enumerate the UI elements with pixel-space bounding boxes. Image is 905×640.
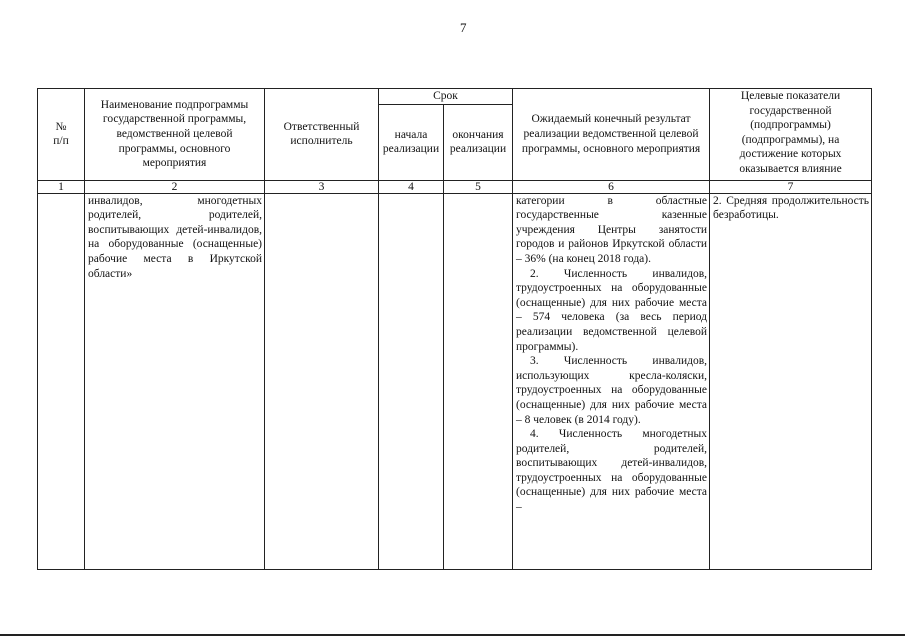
row-result (513, 193, 710, 569)
result-paragraph: 2. Численность инвалидов, трудоустроенных на оборудованные (оснащенные) для них рабочие места – 574 человека (за весь период реализации ведомственной целевой программы). (516, 267, 708, 353)
column-number: 2 (85, 180, 265, 193)
header-executor: Ответственный исполнитель (265, 89, 379, 181)
column-number: 7 (710, 180, 872, 193)
row-executor (265, 193, 379, 569)
row-start (379, 193, 444, 569)
result-paragraph: 3. Численность инвалидов, использующих кресла-коляски, трудоустроенных на оборудованные (оснащенные) для них рабочие места – 8 человек (в 2014 году). (516, 355, 708, 426)
column-number: 4 (379, 180, 444, 193)
column-number: 5 (444, 180, 513, 193)
column-number: 1 (38, 180, 85, 193)
header-result: Ожидаемый конечный результат реализации ведомственной целевой программы, основного мероприятия (513, 89, 710, 181)
column-number: 6 (513, 180, 710, 193)
header-term: Срок (379, 89, 513, 105)
row-end (444, 193, 513, 569)
column-numbers-row (38, 180, 872, 193)
header-name: Наименование подпрограммы государственной программы, ведомственной целевой программы, основного мероприятия (85, 89, 265, 181)
program-table (37, 88, 872, 570)
page-bottom-border (0, 634, 905, 636)
result-paragraph: 4. Численность многодетных родителей, родителей, воспитывающих детей-инвалидов, трудоустроенных на оборудованные (оснащенные) для них рабочие места – (516, 428, 708, 514)
page-number: 7 (460, 20, 467, 35)
table-row (38, 193, 872, 569)
header-targets: Целевые показатели государственной (подпрограммы) (подпрограммы), на достижение которых оказывается влияние (710, 89, 872, 181)
column-number: 3 (265, 180, 379, 193)
header-num: № п/п (38, 89, 85, 181)
row-targets: 2. Средняя продолжительность безработицы. (710, 193, 872, 569)
row-num (38, 193, 85, 569)
result-paragraph: категории в областные государственные казенные учреждения Центры занятости городов и районов Иркутской области – 36% (на конец 2018 года). (516, 194, 708, 265)
header-end: окончания реализации (444, 104, 513, 180)
row-name: инвалидов, многодетных родителей, родителей, воспитывающих детей-инвалидов, на оборудованные (оснащенные) рабочие места в Иркутской области» (85, 193, 265, 569)
header-start: начала реализации (379, 104, 444, 180)
